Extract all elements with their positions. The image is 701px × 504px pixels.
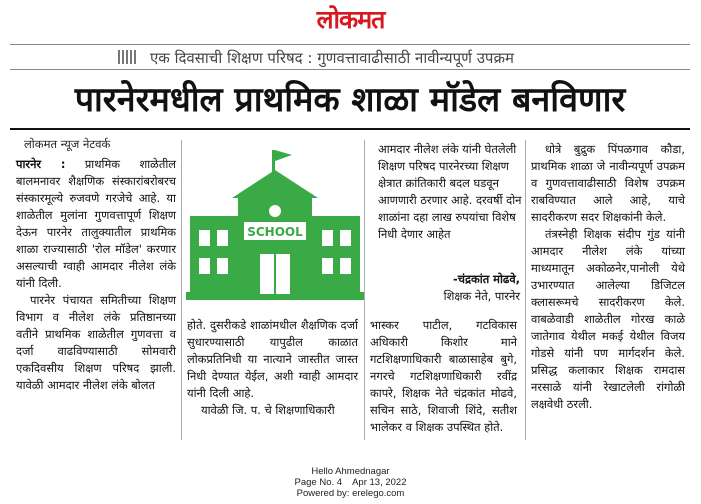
article-column-3 bbox=[370, 317, 517, 436]
flag bbox=[275, 150, 292, 161]
headline: पारनेरमधील प्राथमिक शाळा मॉडेल बनविणार bbox=[74, 80, 626, 120]
column-divider bbox=[364, 140, 365, 440]
window bbox=[340, 230, 351, 246]
page-footer bbox=[0, 466, 701, 499]
newspaper-masthead: लोकमत bbox=[316, 5, 385, 34]
quote-attribution bbox=[402, 271, 520, 305]
headline-rule bbox=[10, 128, 690, 130]
byline: लोकमत न्यूज नेटवर्क bbox=[24, 137, 111, 151]
window bbox=[217, 258, 228, 274]
school-clock bbox=[269, 205, 281, 217]
school-sign-text: SCHOOL bbox=[247, 225, 303, 239]
column-4-paragraph-1: धोत्रे बुद्रुक पिंपळगाव कौडा, प्राथमिक शाळा जे नावीन्यपूर्ण उपक्रम व गुणवत्तावाढीसाठी विशेष उपक्रम राबविण्यात आले आहे, याचे सादरीकरण सदर शिक्षकांनी केले. bbox=[531, 142, 685, 224]
pull-quote: आमदार नीलेश लंके यांनी घेतलेली शिक्षण परिषद पारनेरच्या शिक्षण क्षेत्रात क्रांतिकारी बदल घडवून आणणारी ठरणार आहे. दरवर्षी दोन शाळांना दहा लाख रुपयांचा विशेष निधी देणार आहेत bbox=[378, 142, 522, 241]
school-right-wing bbox=[312, 216, 360, 294]
column-divider bbox=[181, 140, 182, 440]
footer-powered-by: Powered by: erelego.com bbox=[296, 488, 405, 499]
article-column-4 bbox=[531, 141, 685, 413]
kicker-decoration bbox=[118, 50, 138, 64]
dateline: पारनेर : bbox=[16, 157, 66, 171]
article-column-1 bbox=[16, 156, 176, 394]
footer-publication: Hello Ahmednagar bbox=[311, 466, 390, 477]
quote-author-role: शिक्षक नेते, पारनेर bbox=[443, 289, 520, 303]
flag-pole bbox=[272, 150, 275, 172]
footer-page-date: Page No. 4 Apr 13, 2022 bbox=[294, 477, 407, 488]
window bbox=[199, 258, 210, 274]
school-left-wing bbox=[190, 216, 238, 294]
column-divider bbox=[525, 140, 526, 440]
kicker-bar bbox=[10, 44, 690, 70]
window bbox=[340, 258, 351, 274]
column-4-paragraph-2: तंत्रस्नेही शिक्षक संदीप गुंड यांनी आमदार नीलेश लंके यांच्या माध्यमातून अकोळनेर,पानोली येथे उभारण्यात आलेल्या डिजिटल क्लासरूमचे सादरीकरण केले. वाबळेवाडी शाळेतील गोरख काळे जातेगाव येथील मकई येथील विजय गोडसे यांनी पण मार्गदर्शन केले. प्रसिद्ध कलाकार शिक्षक रामदास नरसाळे यांनी रेखाटलेली रांगोळी लक्षवेधी ठरली. bbox=[531, 227, 685, 411]
column-1-paragraph-1: प्राथमिक शाळेतील बालमनावर शैक्षणिक संस्कारांबरोबरच संस्कारमूल्ये रुजवणे गरजेचे आहे. या शाळेतील मुलांना गुणवत्तापूर्ण शिक्षण देऊन पारनेर तालुक्यातील प्राथमिक शाळा राज्यासाठी 'रोल मॉडेल' करणार असल्याची ग्वाही आमदार नीलेश लंके यांनी दिली. bbox=[16, 157, 176, 290]
window bbox=[199, 230, 210, 246]
window bbox=[322, 258, 333, 274]
column-1-paragraph-2: पारनेर पंचायत समितीच्या शिक्षण विभाग व नीलेश लंके प्रतिष्ठानच्या वतीने प्राथमिक शाळेतील गुणवत्ता व दर्जा वाढविण्यासाठी सोमवारी एकदिवसीय शिक्षण परिषद झाली. यावेळी आमदार नीलेश लंके बोलत bbox=[16, 293, 176, 392]
column-2-paragraph-2: यावेळी जि. प. चे शिक्षणाधिकारी bbox=[201, 403, 335, 417]
window bbox=[217, 230, 228, 246]
school-roof bbox=[232, 170, 318, 198]
article-column-2 bbox=[187, 317, 358, 419]
column-2-paragraph-1: होते. दुसरीकडे शाळांमधील शैक्षणिक दर्जा सुधारण्यासाठी यापुढील काळात लोकप्रतिनिधी या नात्याने जास्तीत जास्त निधी देण्यात येईल, अशी ग्वाही आमदार यांनी दिली आहे. bbox=[187, 318, 358, 400]
school-building-illustration bbox=[186, 146, 364, 302]
column-3-paragraph-1: भास्कर पाटील, गटविकास अधिकारी किशोर माने गटशिक्षणाधिकारी बाळासाहेब बुगे, नगरचे गटशिक्षणाधिकारी रवींद्र कापरे, शिक्षक नेते चंद्रकांत मोढवे, सचिन साठे, शिवाजी शिंदे, सतीश भालेकर व शिक्षक उपस्थित होते. bbox=[370, 318, 517, 434]
window bbox=[322, 230, 333, 246]
quote-author: -चंद्रकांत मोढवे, bbox=[452, 272, 520, 286]
kicker-text: एक दिवसाची शिक्षण परिषद : गुणवत्तावाढीसाठी नावीन्यपूर्ण उपक्रम bbox=[150, 49, 514, 67]
